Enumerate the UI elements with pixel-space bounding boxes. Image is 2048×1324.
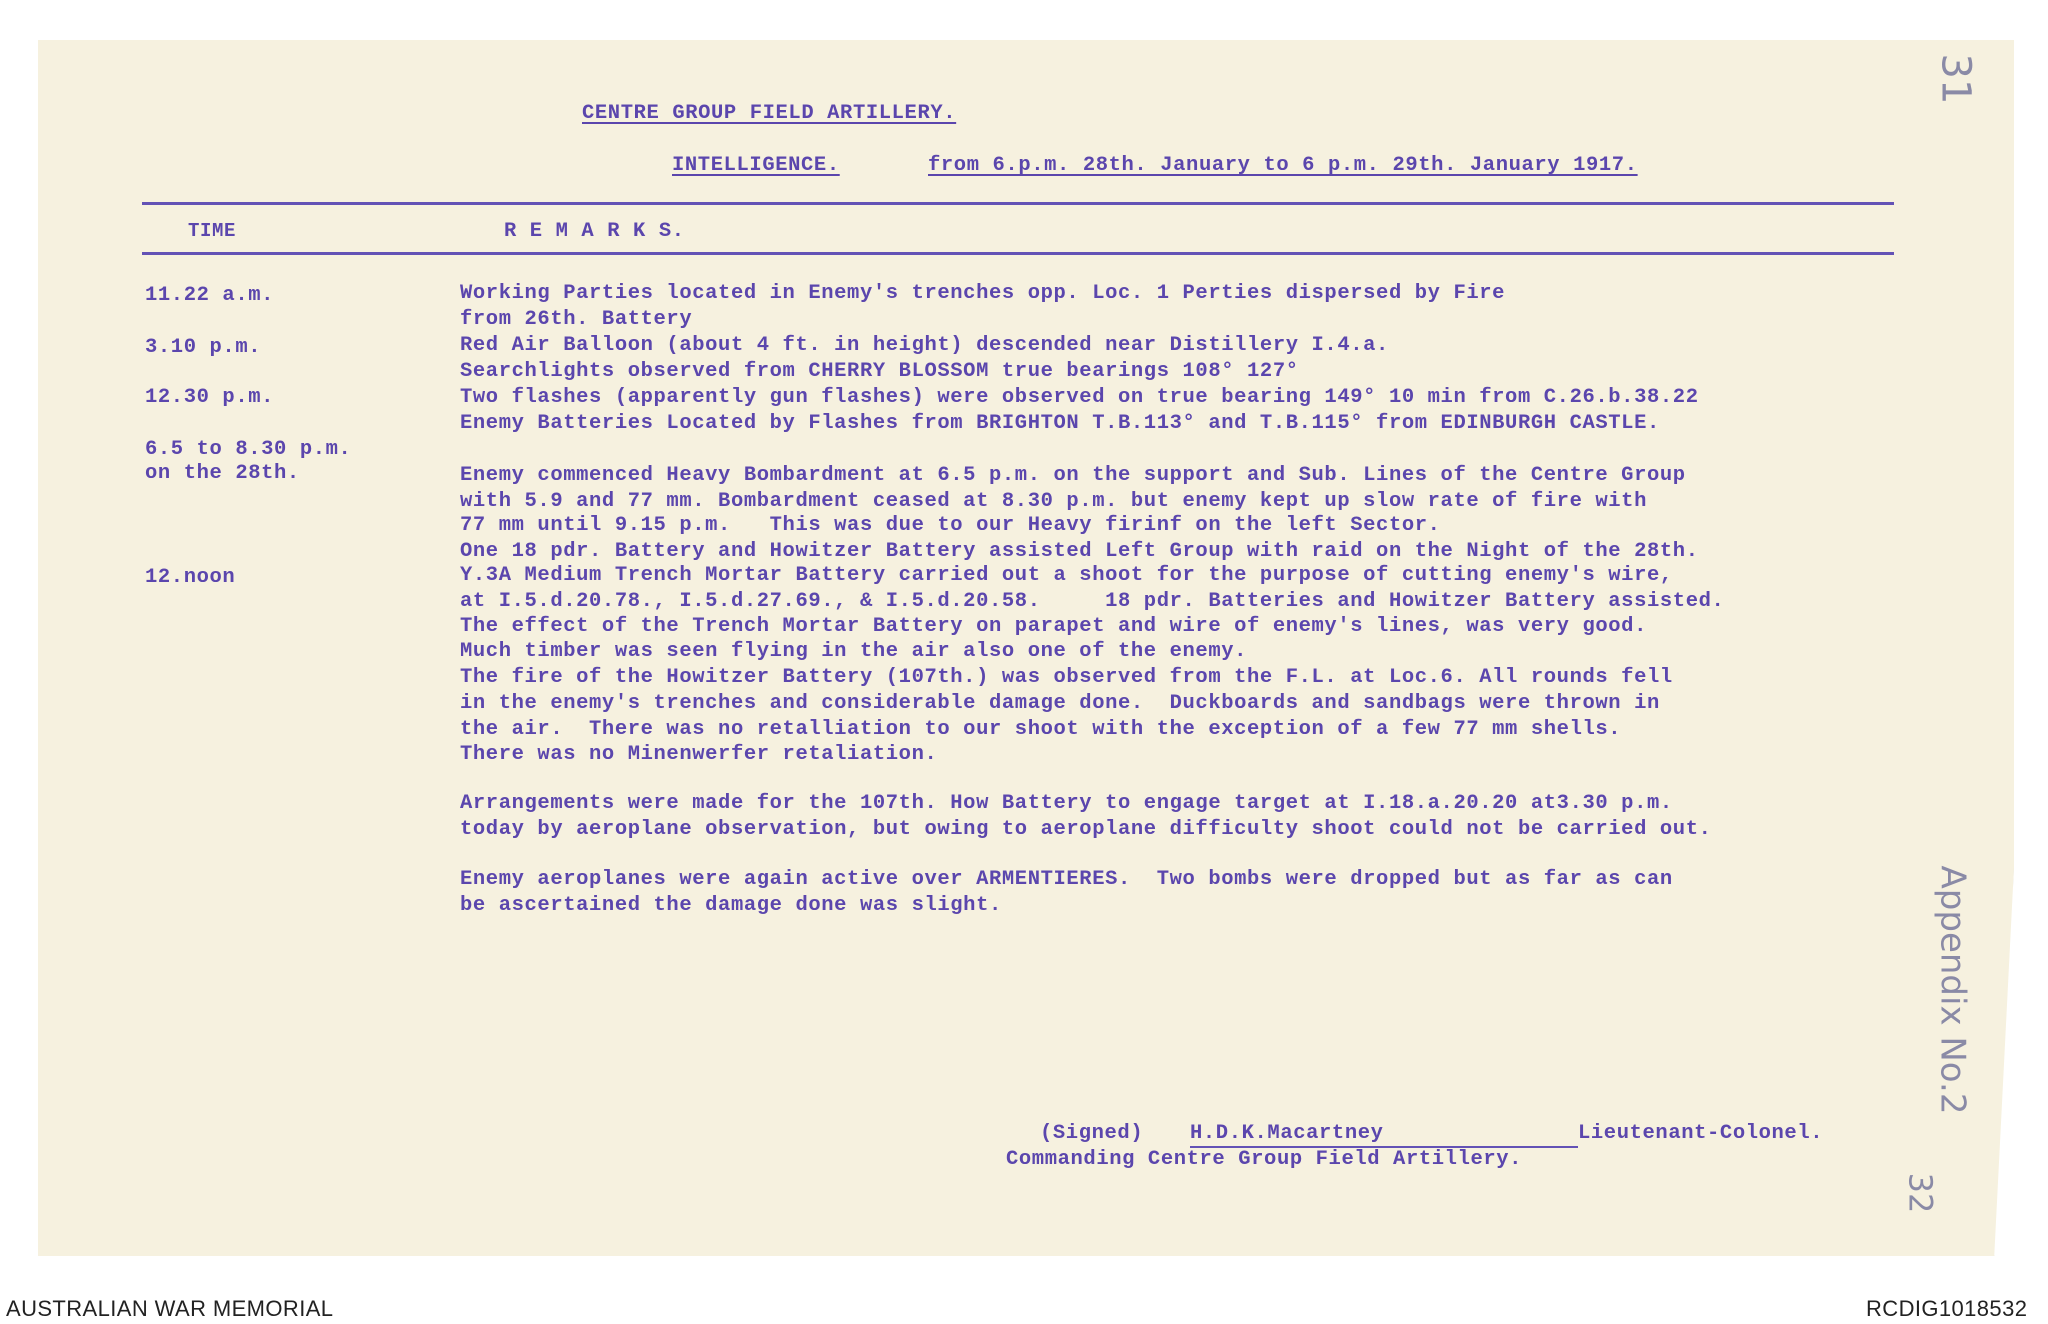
intelligence-label: INTELLIGENCE.: [672, 154, 840, 177]
remark-line: Enemy commenced Heavy Bombardment at 6.5 p.m. on the support and Sub. Lines of the Centre Group: [460, 464, 1686, 487]
remark-line: be ascertained the damage done was slight.: [460, 894, 1002, 917]
signatory-name: H.D.K.Macartney: [1190, 1122, 1384, 1145]
remark-line: Red Air Balloon (about 4 ft. in height) descended near Distillery I.4.a.: [460, 334, 1389, 357]
footer-institution: AUSTRALIAN WAR MEMORIAL: [6, 1296, 334, 1321]
column-header-time: TIME: [188, 220, 237, 242]
time-entry: on the 28th.: [145, 462, 300, 485]
appendix-annotation: Appendix No.2: [1932, 865, 1973, 1115]
remark-line: with 5.9 and 77 mm. Bombardment ceased at 8.30 p.m. but enemy kept up slow rate of fire with: [460, 490, 1647, 513]
signatory-role: Commanding Centre Group Field Artillery.: [1006, 1148, 1523, 1171]
remark-line: Enemy Batteries Located by Flashes from BRIGHTON T.B.113° and T.B.115° from EDINBURGH CASTLE.: [460, 412, 1660, 435]
folio-number-bottom: 32: [1901, 1172, 1940, 1214]
time-entry: 12.30 p.m.: [145, 386, 275, 409]
remark-line: Working Parties located in Enemy's trenches opp. Loc. 1 Perties dispersed by Fire: [460, 282, 1506, 305]
column-header-remarks: R E M A R K S.: [504, 220, 685, 243]
time-entry: 12.noon: [145, 566, 236, 589]
header-bottom-rule: [142, 252, 1894, 255]
remark-line: Two flashes (apparently gun flashes) were observed on true bearing 149° 10 min from C.26.b.38.22: [460, 386, 1699, 409]
header-top-rule: [142, 202, 1894, 205]
document-title: CENTRE GROUP FIELD ARTILLERY.: [582, 102, 957, 125]
signatory-rank: Lieutenant-Colonel.: [1578, 1122, 1824, 1145]
remark-line: There was no Minenwerfer retaliation.: [460, 743, 938, 766]
remark-line: Enemy aeroplanes were again active over ARMENTIERES. Two bombs were dropped but as far as can: [460, 868, 1673, 891]
time-entry: 6.5 to 8.30 p.m.: [145, 438, 352, 461]
remark-line: The fire of the Howitzer Battery (107th.) was observed from the F.L. at Loc.6. All rounds fell: [460, 666, 1673, 689]
time-entry: 11.22 a.m.: [145, 284, 275, 307]
remark-line: Y.3A Medium Trench Mortar Battery carried out a shoot for the purpose of cutting enemy's wire,: [460, 564, 1673, 587]
remark-line: Arrangements were made for the 107th. How Battery to engage target at I.18.a.20.20 at3.30 p.m.: [460, 792, 1673, 815]
signed-label: (Signed): [1040, 1122, 1144, 1145]
report-period: from 6.p.m. 28th. January to 6 p.m. 29th. January 1917.: [928, 154, 1638, 177]
remark-line: from 26th. Battery: [460, 308, 693, 331]
folio-number-top: 31: [1932, 53, 1979, 105]
remark-line: The effect of the Trench Mortar Battery on parapet and wire of enemy's lines, was very good.: [460, 615, 1647, 638]
remark-line: today by aeroplane observation, but owing to aeroplane difficulty shoot could not be carried out.: [460, 818, 1712, 841]
remark-line: One 18 pdr. Battery and Howitzer Battery assisted Left Group with raid on the Night of the 28th.: [460, 540, 1699, 563]
remark-line: 77 mm until 9.15 p.m. This was due to our Heavy firinf on the left Sector.: [460, 514, 1441, 537]
time-entry: 3.10 p.m.: [145, 336, 262, 359]
footer-record-id: RCDIG1018532: [1866, 1296, 2028, 1321]
remark-line: the air. There was no retalliation to our shoot with the exception of a few 77 mm shells.: [460, 718, 1622, 741]
remark-line: at I.5.d.20.78., I.5.d.27.69., & I.5.d.20.58. 18 pdr. Batteries and Howitzer Battery assisted.: [460, 590, 1725, 613]
remark-line: Much timber was seen flying in the air also one of the enemy.: [460, 640, 1248, 663]
remark-line: Searchlights observed from CHERRY BLOSSOM true bearings 108° 127°: [460, 360, 1299, 383]
remark-line: in the enemy's trenches and considerable damage done. Duckboards and sandbags were thrown in: [460, 692, 1660, 715]
